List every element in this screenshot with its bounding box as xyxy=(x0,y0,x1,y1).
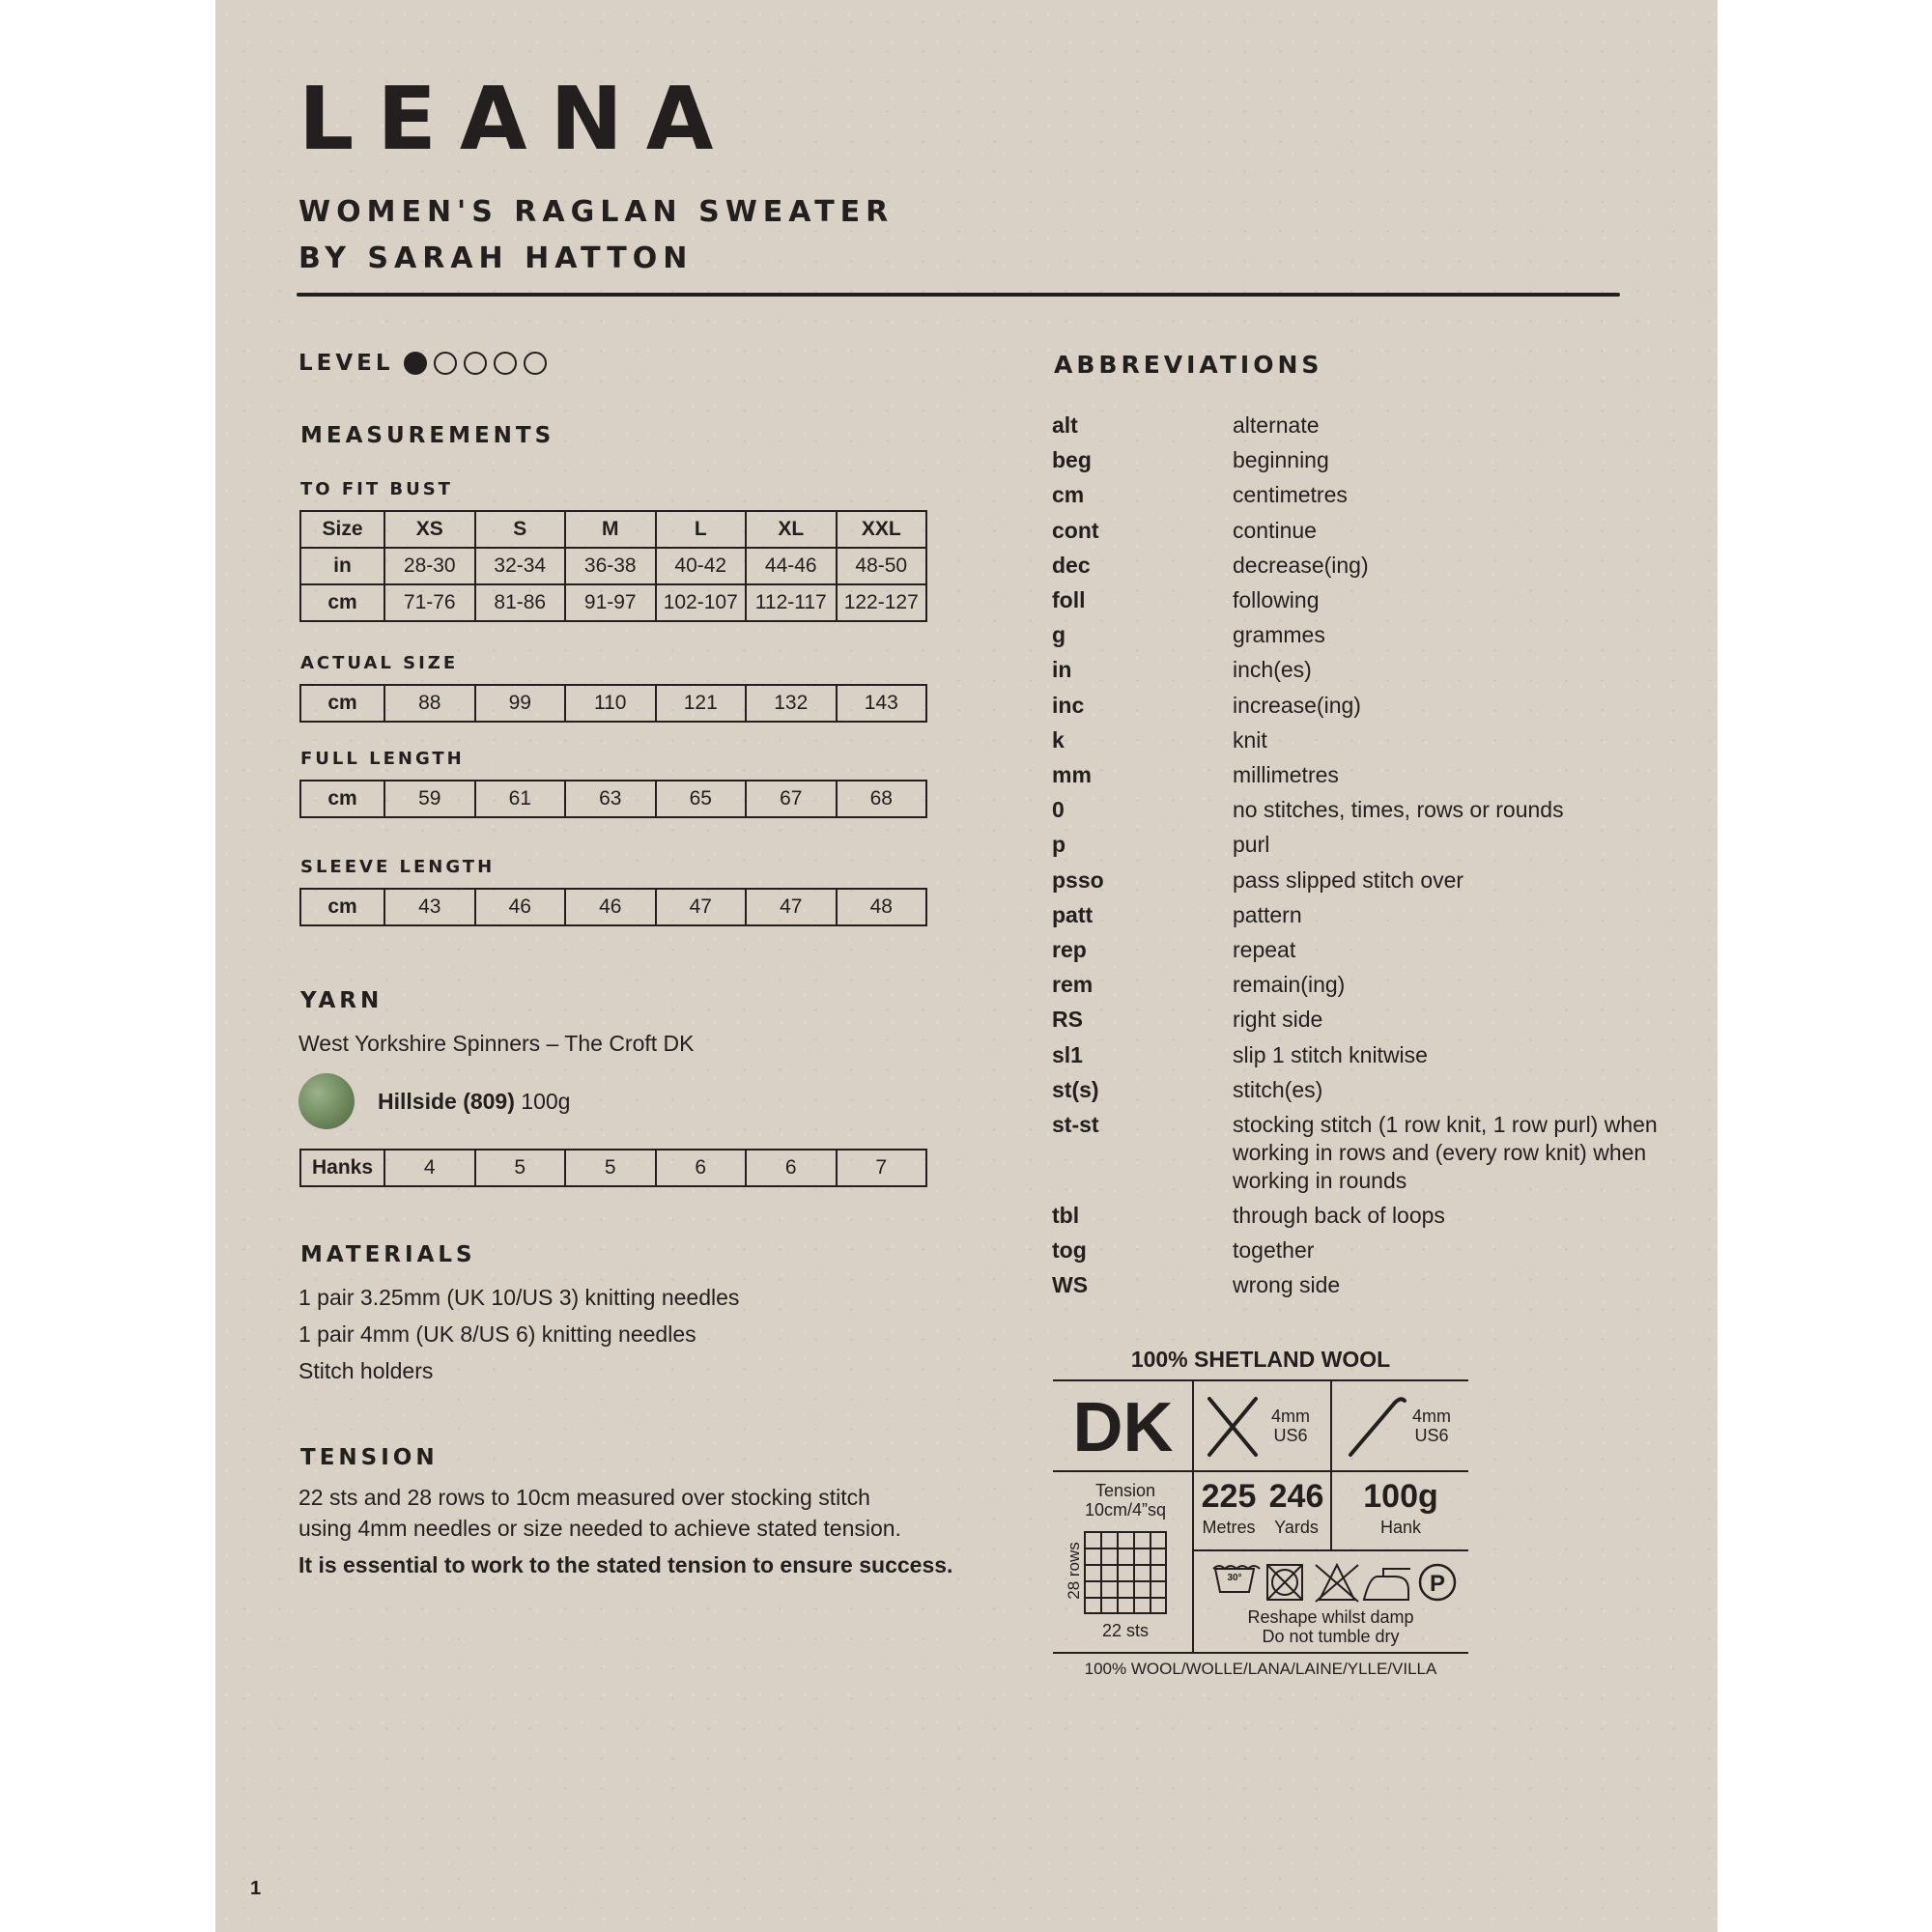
abbreviation-meaning: no stitches, times, rows or rounds xyxy=(1233,797,1564,823)
table-cell: 44-46 xyxy=(746,548,837,584)
abbreviation-term: RS xyxy=(1052,1007,1083,1033)
full-length-table xyxy=(299,780,927,818)
table-cell: 46 xyxy=(475,889,566,925)
table-cell: 6 xyxy=(656,1150,747,1186)
abbreviation-meaning: remain(ing) xyxy=(1233,972,1346,998)
level-dot-empty xyxy=(434,352,457,375)
table-cell: 36-38 xyxy=(565,548,656,584)
crochet-hook-icon xyxy=(1350,1399,1405,1455)
knitting-needles-icon xyxy=(1209,1399,1256,1455)
no-bleach-icon xyxy=(1267,1565,1302,1600)
label-weight-caption: Hank xyxy=(1379,1518,1422,1537)
row-label-cell: cm xyxy=(300,889,384,925)
label-yards-caption: Yards xyxy=(1274,1518,1319,1537)
tension-heading: TENSION xyxy=(300,1445,439,1470)
abbreviation-meaning: grammes xyxy=(1233,622,1325,648)
table-cell: 67 xyxy=(746,781,837,817)
row-label-cell: Hanks xyxy=(300,1150,384,1186)
table-cell: 61 xyxy=(475,781,566,817)
abbreviation-meaning: stitch(es) xyxy=(1233,1076,1323,1102)
label-metres: 225 xyxy=(1201,1478,1257,1515)
care-line-2: Do not tumble dry xyxy=(1262,1627,1400,1646)
table-cell: 112-117 xyxy=(746,584,837,621)
table-cell: 59 xyxy=(384,781,475,817)
table-cell: 28-30 xyxy=(384,548,475,584)
label-sts: 22 sts xyxy=(1101,1621,1150,1640)
table-cell: M xyxy=(565,511,656,548)
header-rule xyxy=(297,293,1620,297)
tension-caption-1: Tension xyxy=(1094,1481,1156,1500)
tension-emphasis: It is essential to work to the stated tension to ensure success. xyxy=(298,1552,953,1577)
abbreviation-meaning: together xyxy=(1233,1237,1315,1264)
table-cell: 88 xyxy=(384,685,475,722)
label-tension xyxy=(1053,1481,1198,1520)
label-fibre-languages: 100% WOOL/WOLLE/LANA/LAINE/YLLE/VILLA xyxy=(1084,1660,1437,1678)
table-cell: XS xyxy=(384,511,475,548)
label-care xyxy=(1193,1607,1468,1646)
abbreviation-term: cont xyxy=(1052,517,1099,543)
abbreviation-meaning: stocking stitch (1 row knit, 1 row purl) when working in rows and (every row knit) when working in rounds xyxy=(1233,1112,1658,1193)
svg-text:P: P xyxy=(1429,1571,1446,1597)
yarn-swatch xyxy=(298,1073,355,1129)
abbreviation-term: patt xyxy=(1052,901,1094,927)
row-label-cell: cm xyxy=(300,685,384,722)
abbreviation-meaning: purl xyxy=(1233,832,1270,858)
table-cell: 71-76 xyxy=(384,584,475,621)
no-tumble-dry-icon xyxy=(1316,1565,1358,1602)
table-row xyxy=(300,548,926,584)
abbreviation-meaning: inch(es) xyxy=(1233,657,1312,683)
table-cell: 47 xyxy=(656,889,747,925)
yarn-ball-band xyxy=(1053,1321,1468,1679)
abbreviation-term: psso xyxy=(1052,867,1104,893)
abbreviation-term: dec xyxy=(1052,552,1091,578)
abbreviation-meaning: decrease(ing) xyxy=(1233,552,1369,578)
table-cell: XL xyxy=(746,511,837,548)
level-label: LEVEL xyxy=(298,351,394,376)
page-number: 1 xyxy=(250,1878,262,1899)
abbreviation-meaning: increase(ing) xyxy=(1233,692,1361,718)
abbreviation-term: inc xyxy=(1052,692,1085,718)
abbreviation-term: in xyxy=(1052,657,1072,683)
row-label-cell: Size xyxy=(300,511,384,548)
label-weight-class: DK xyxy=(1072,1389,1174,1466)
table-cell: 63 xyxy=(565,781,656,817)
abbreviation-meaning: beginning xyxy=(1233,447,1329,473)
table-cell: 143 xyxy=(837,685,927,722)
abbreviation-term: st(s) xyxy=(1052,1076,1099,1102)
materials-item: 1 pair 3.25mm (UK 10/US 3) knitting needles xyxy=(298,1285,740,1310)
hook-mm: 4mm xyxy=(1412,1406,1451,1426)
label-yards: 246 xyxy=(1268,1478,1324,1515)
to-fit-bust-table xyxy=(299,510,927,622)
table-cell: 102-107 xyxy=(656,584,747,621)
table-cell: S xyxy=(475,511,566,548)
abbreviation-meaning: alternate xyxy=(1233,412,1320,438)
actual-size-heading: ACTUAL SIZE xyxy=(300,653,459,673)
abbreviation-term: g xyxy=(1052,622,1066,648)
abbreviation-term: beg xyxy=(1052,447,1092,473)
table-cell: 40-42 xyxy=(656,548,747,584)
yarn-heading: YARN xyxy=(300,988,384,1013)
abbreviation-meaning: following xyxy=(1233,587,1320,612)
table-cell: 46 xyxy=(565,889,656,925)
label-metres-caption: Metres xyxy=(1202,1518,1256,1537)
abbreviation-meaning: slip 1 stitch knitwise xyxy=(1233,1041,1428,1067)
abbreviation-term: sl1 xyxy=(1052,1041,1083,1067)
row-label-cell: cm xyxy=(300,781,384,817)
wash-temperature: 30° xyxy=(1227,1573,1242,1583)
table-row xyxy=(300,685,926,722)
table-row xyxy=(300,781,926,817)
table-row xyxy=(300,889,926,925)
needle-us: US6 xyxy=(1273,1426,1308,1445)
abbreviation-meaning: millimetres xyxy=(1233,762,1339,787)
needle-mm: 4mm xyxy=(1271,1406,1310,1426)
abbreviation-term: tbl xyxy=(1052,1203,1080,1228)
level-dot-filled xyxy=(404,352,427,375)
tension-text xyxy=(298,1482,952,1580)
table-cell: 48 xyxy=(837,889,927,925)
table-cell: 32-34 xyxy=(475,548,566,584)
table-cell: 99 xyxy=(475,685,566,722)
level-dots xyxy=(404,352,554,375)
subtitle-line-1: WOMEN'S RAGLAN SWEATER xyxy=(298,195,895,229)
table-cell: 5 xyxy=(475,1150,566,1186)
tension-grid-icon xyxy=(1085,1532,1166,1613)
yarn-shade: Hillside (809) xyxy=(378,1089,515,1114)
table-cell: 91-97 xyxy=(565,584,656,621)
materials-heading: MATERIALS xyxy=(300,1242,476,1267)
table-cell: 5 xyxy=(565,1150,656,1186)
abbreviation-term: st-st xyxy=(1052,1112,1099,1137)
sleeve-length-table xyxy=(299,888,927,926)
table-cell: 7 xyxy=(837,1150,927,1186)
abbreviation-meaning: through back of loops xyxy=(1233,1203,1445,1228)
table-cell: 6 xyxy=(746,1150,837,1186)
pattern-subtitle xyxy=(298,189,894,282)
hanks-table xyxy=(299,1149,927,1187)
tension-caption-2: 10cm/4”sq xyxy=(1084,1500,1167,1520)
yarn-shade-line xyxy=(378,1083,570,1120)
level-dot-empty xyxy=(464,352,487,375)
abbreviation-term: rem xyxy=(1052,972,1094,998)
table-cell: 43 xyxy=(384,889,475,925)
table-row xyxy=(300,1150,926,1186)
abbreviation-term: k xyxy=(1052,726,1065,753)
table-cell: 121 xyxy=(656,685,747,722)
table-cell: 65 xyxy=(656,781,747,817)
pattern-title: LEANA xyxy=(298,69,737,170)
row-label-cell: cm xyxy=(300,584,384,621)
abbreviation-term: cm xyxy=(1052,482,1085,508)
label-rows: 28 rows xyxy=(1065,1542,1083,1600)
skill-level xyxy=(298,349,554,378)
dry-clean-p-icon xyxy=(1420,1565,1455,1600)
abbreviation-meaning: wrong side xyxy=(1233,1272,1341,1298)
label-needle-size xyxy=(1262,1406,1320,1445)
abbreviation-term: alt xyxy=(1052,412,1078,438)
tension-line-2: using 4mm needles or size needed to achieve stated tension. xyxy=(298,1516,901,1541)
abbreviation-meaning: centimetres xyxy=(1233,482,1348,508)
yarn-weight: 100g xyxy=(521,1089,571,1114)
care-line-1: Reshape whilst damp xyxy=(1247,1607,1414,1627)
materials-list xyxy=(298,1279,739,1389)
abbreviation-meaning: right side xyxy=(1233,1007,1323,1033)
measurements-heading: MEASUREMENTS xyxy=(300,423,555,448)
iron-icon xyxy=(1364,1569,1410,1600)
to-fit-bust-heading: TO FIT BUST xyxy=(300,479,453,499)
abbreviation-term: WS xyxy=(1052,1272,1089,1298)
level-dot-empty xyxy=(494,352,517,375)
materials-item: Stitch holders xyxy=(298,1358,434,1383)
abbreviation-term: rep xyxy=(1052,937,1087,962)
abbreviation-meaning: pass slipped stitch over xyxy=(1233,867,1464,893)
abbreviations-heading: ABBREVIATIONS xyxy=(1054,351,1323,379)
abbreviation-term: p xyxy=(1052,832,1066,858)
label-hook-size xyxy=(1403,1406,1461,1445)
table-cell: XXL xyxy=(837,511,927,548)
abbreviation-term: tog xyxy=(1052,1237,1087,1264)
sleeve-length-heading: SLEEVE LENGTH xyxy=(300,857,496,877)
level-dot-empty xyxy=(524,352,547,375)
materials-item: 1 pair 4mm (UK 8/US 6) knitting needles xyxy=(298,1321,696,1347)
subtitle-line-2: BY SARAH HATTON xyxy=(298,242,694,275)
hook-us: US6 xyxy=(1414,1426,1449,1445)
abbreviation-meaning: knit xyxy=(1233,726,1267,753)
table-row xyxy=(300,584,926,621)
table-cell: 122-127 xyxy=(837,584,927,621)
pattern-page xyxy=(215,0,1718,1932)
table-cell: 81-86 xyxy=(475,584,566,621)
table-cell: L xyxy=(656,511,747,548)
abbreviation-meaning: continue xyxy=(1233,517,1317,543)
abbreviation-meaning: repeat xyxy=(1233,937,1296,962)
abbreviation-term: mm xyxy=(1052,762,1092,787)
table-cell: 68 xyxy=(837,781,927,817)
table-cell: 4 xyxy=(384,1150,475,1186)
abbreviation-term: 0 xyxy=(1052,797,1065,823)
label-weight: 100g xyxy=(1363,1478,1438,1515)
table-row xyxy=(300,511,926,548)
actual-size-table xyxy=(299,684,927,723)
table-cell: 47 xyxy=(746,889,837,925)
abbreviation-term: foll xyxy=(1052,587,1086,612)
abbreviation-meaning: pattern xyxy=(1233,901,1302,927)
full-length-heading: FULL LENGTH xyxy=(300,749,465,769)
row-label-cell: in xyxy=(300,548,384,584)
label-fibre-heading: 100% SHETLAND WOOL xyxy=(1130,1347,1391,1372)
yarn-name: West Yorkshire Spinners – The Croft DK xyxy=(298,1031,695,1056)
tension-line-1: 22 sts and 28 rows to 10cm measured over stocking stitch xyxy=(298,1485,870,1510)
table-cell: 110 xyxy=(565,685,656,722)
table-cell: 48-50 xyxy=(837,548,927,584)
table-cell: 132 xyxy=(746,685,837,722)
